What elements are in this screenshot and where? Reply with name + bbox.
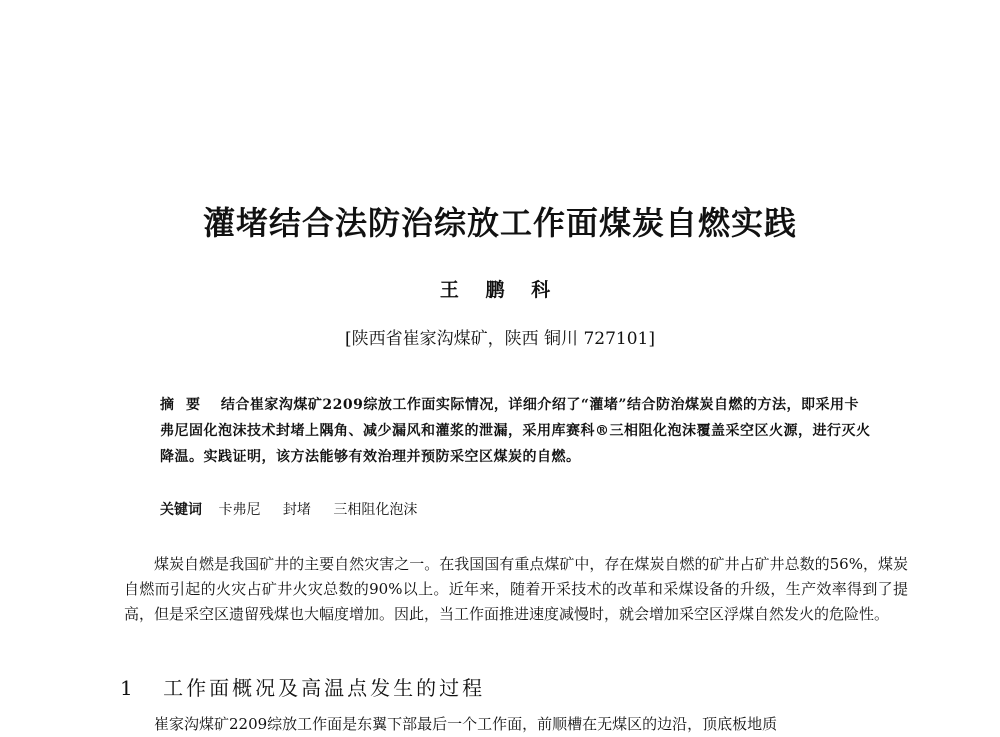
keywords-block <box>160 498 872 522</box>
keywords-label: 关键词 <box>160 502 202 518</box>
abstract-text: 结合崔家沟煤矿2209综放工作面实际情况，详细介绍了“灌堵”结合防治煤炭自燃的方法，即采用卡弗尼固化泡沫技术封堵上隅角、减少漏风和灌浆的泄漏，采用库赛科®三相阻化泡沫覆盖采空区火源，进行灭火降温。实践证明，该方法能够有效治理并预防采空区煤炭的自燃。 <box>160 397 871 465</box>
keyword-item: 三相阻化泡沫 <box>333 502 418 518</box>
section-heading <box>120 672 820 701</box>
abstract-label: 摘要 <box>160 397 212 413</box>
author-affiliation: [陕西省崔家沟煤矿，陕西 铜川 727101] <box>345 329 655 349</box>
section-number: 1 <box>120 676 136 700</box>
abstract-block <box>160 392 872 470</box>
author-name: 王 鹏 科 <box>439 279 561 301</box>
section-title: 工作面概况及高温点发生的过程 <box>163 676 486 700</box>
section-paragraph: 崔家沟煤矿2209综放工作面是东翼下部最后一个工作面，前顺槽在无煤区的边沿，顶底板地质 <box>154 715 778 733</box>
keyword-item: 卡弗尼 <box>218 502 261 518</box>
intro-paragraph: 煤炭自燃是我国矿井的主要自然灾害之一。在我国国有重点煤矿中，存在煤炭自燃的矿井占矿井总数的56%，煤炭自燃而引起的火灾占矿井火灾总数的90%以上。近年来，随着开采技术的改革和采煤设备的升级，生产效率得到了提高，但是采空区遗留残煤也大幅度增加。因此，当工作面推进速度减慢时，就会增加采空区浮煤自然发火的危险性。 <box>124 555 908 623</box>
keyword-item: 封堵 <box>282 502 311 518</box>
paper-title: 灌堵结合法防治综放工作面煤炭自燃实践 <box>202 204 797 242</box>
